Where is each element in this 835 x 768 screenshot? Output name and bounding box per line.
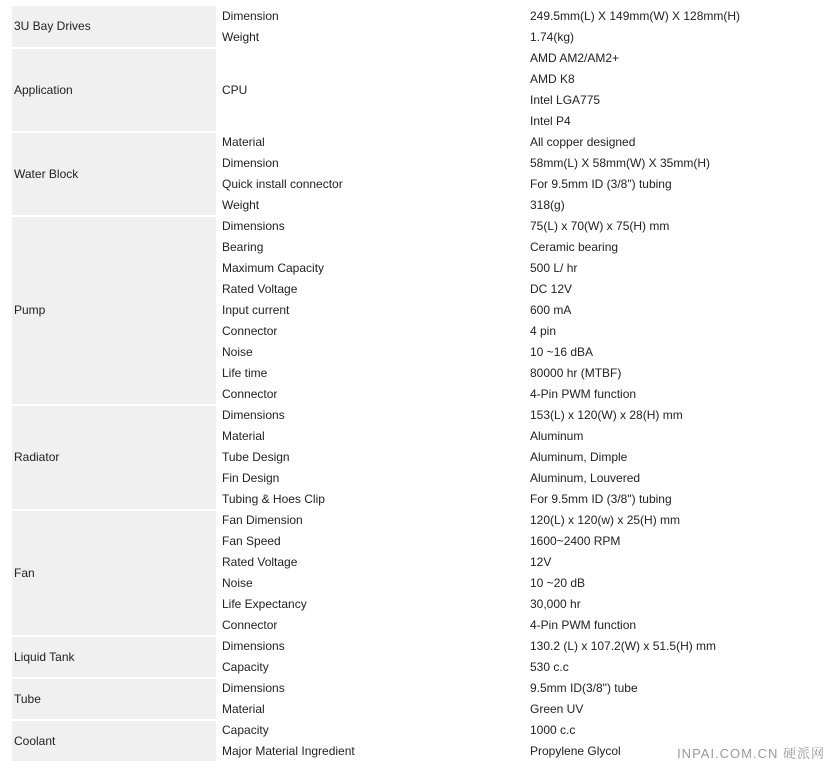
- property-label: Weight: [222, 198, 260, 212]
- property-label: Input current: [222, 303, 290, 317]
- property-label: Dimension: [222, 156, 279, 170]
- property-value: Ceramic bearing: [530, 240, 619, 254]
- property-label: Material: [222, 135, 265, 149]
- property-value: Aluminum: [530, 429, 584, 443]
- category-label: Pump: [12, 216, 216, 405]
- property-label: Tubing & Hoes Clip: [222, 492, 325, 506]
- property-value: Intel LGA775: [530, 93, 601, 107]
- spec-row: [12, 510, 830, 531]
- property-label: Quick install connector: [222, 177, 343, 191]
- property-label: Life Expectancy: [222, 597, 307, 611]
- property-label: Major Material Ingredient: [222, 744, 355, 758]
- spec-row: [12, 6, 830, 27]
- category-label: Application: [12, 48, 216, 132]
- property-value: 153(L) x 120(W) x 28(H) mm: [530, 408, 683, 422]
- property-label: Connector: [222, 324, 278, 338]
- property-value: For 9.5mm ID (3/8") tubing: [530, 177, 672, 191]
- spec-row: [12, 636, 830, 657]
- category-label: Fan: [12, 510, 216, 636]
- property-label: Tube Design: [222, 450, 290, 464]
- property-value: All copper designed: [530, 135, 636, 149]
- property-value: Propylene Glycol: [530, 744, 621, 758]
- property-value: 120(L) x 120(w) x 25(H) mm: [530, 513, 681, 527]
- category-label: Coolant: [12, 720, 216, 762]
- property-value: AMD K8: [530, 72, 575, 86]
- property-value: 58mm(L) X 58mm(W) X 35mm(H): [530, 156, 711, 170]
- property-value: 10 ~20 dB: [530, 576, 586, 590]
- property-label: Dimensions: [222, 681, 285, 695]
- watermark: INPAI.COM.CN 硬派网: [677, 746, 825, 761]
- category-label: Tube: [12, 678, 216, 720]
- category-label: 3U Bay Drives: [12, 6, 216, 48]
- property-value: 530 c.c: [530, 660, 569, 674]
- property-label: Dimensions: [222, 219, 285, 233]
- property-label: Life time: [222, 366, 268, 380]
- property-value: For 9.5mm ID (3/8") tubing: [530, 492, 672, 506]
- spec-table-body: [12, 6, 830, 762]
- spec-row: [12, 132, 830, 153]
- property-value: AMD AM2/AM2+: [530, 51, 620, 65]
- property-label: Dimensions: [222, 408, 285, 422]
- category-label: Radiator: [12, 405, 216, 510]
- spec-table: [12, 6, 830, 763]
- spec-row: [12, 405, 830, 426]
- property-label: Rated Voltage: [222, 282, 298, 296]
- spec-row: [12, 216, 830, 237]
- property-label: CPU: [222, 82, 248, 97]
- property-value: 4-Pin PWM function: [530, 387, 637, 401]
- property-label: Noise: [222, 345, 253, 359]
- property-label: Connector: [222, 618, 278, 632]
- property-value: 249.5mm(L) X 149mm(W) X 128mm(H): [530, 9, 741, 23]
- property-label: Capacity: [222, 723, 269, 737]
- property-value: Aluminum, Dimple: [530, 450, 628, 464]
- category-label: Water Block: [12, 132, 216, 216]
- spec-row: [12, 678, 830, 699]
- property-value: 1.74(kg): [530, 30, 575, 44]
- spec-row: [12, 720, 830, 741]
- property-value: Aluminum, Louvered: [530, 471, 641, 485]
- property-value: Green UV: [530, 702, 584, 716]
- property-value: DC 12V: [530, 282, 573, 296]
- property-label: Weight: [222, 30, 260, 44]
- property-value: 75(L) x 70(W) x 75(H) mm: [530, 219, 670, 233]
- property-value: 4-Pin PWM function: [530, 618, 637, 632]
- property-label: Fin Design: [222, 471, 280, 485]
- property-label: Material: [222, 702, 265, 716]
- spec-row: [12, 48, 830, 69]
- property-label: Fan Dimension: [222, 513, 303, 527]
- property-label: Fan Speed: [222, 534, 281, 548]
- property-value: 9.5mm ID(3/8") tube: [530, 681, 638, 695]
- property-value: 10 ~16 dBA: [530, 345, 594, 359]
- property-value: 500 L/ hr: [530, 261, 578, 275]
- property-value: 130.2 (L) x 107.2(W) x 51.5(H) mm: [530, 639, 717, 653]
- property-label: Bearing: [222, 240, 264, 254]
- property-label: Dimensions: [222, 639, 285, 653]
- property-value: 318(g): [530, 198, 565, 212]
- property-label: Dimension: [222, 9, 279, 23]
- property-value: 80000 hr (MTBF): [530, 366, 622, 380]
- property-label: Connector: [222, 387, 278, 401]
- property-value: 12V: [530, 555, 552, 569]
- property-label: Rated Voltage: [222, 555, 298, 569]
- property-label: Material: [222, 429, 265, 443]
- property-label: Capacity: [222, 660, 269, 674]
- property-value: 600 mA: [530, 303, 572, 317]
- property-label: Noise: [222, 576, 253, 590]
- property-value: 1600~2400 RPM: [530, 534, 621, 548]
- property-label: Maximum Capacity: [222, 261, 325, 275]
- property-value: 4 pin: [530, 324, 557, 338]
- property-value: 1000 c.c: [530, 723, 576, 737]
- category-label: Liquid Tank: [12, 636, 216, 678]
- property-value: Intel P4: [530, 114, 571, 128]
- property-value: 30,000 hr: [530, 597, 581, 611]
